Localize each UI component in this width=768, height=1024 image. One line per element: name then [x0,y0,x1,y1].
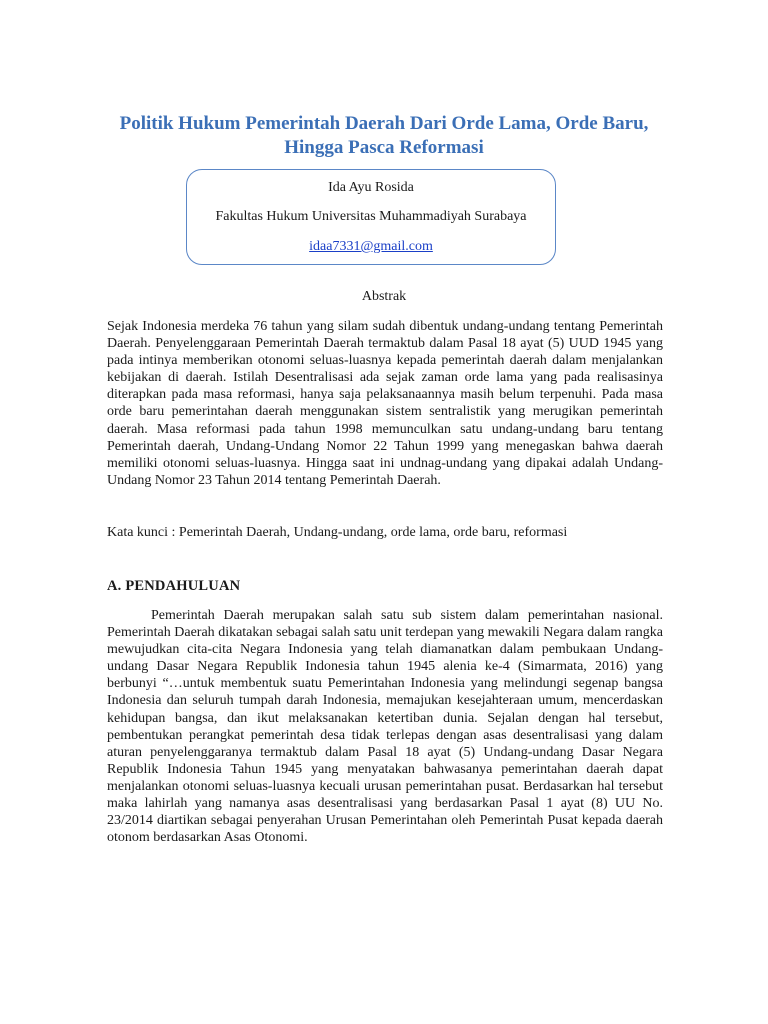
author-affiliation: Fakultas Hukum Universitas Muhammadiyah Surabaya [215,209,527,224]
author-email-link[interactable]: idaa7331@gmail.com [309,239,433,254]
author-name: Ida Ayu Rosida [328,180,414,195]
section-heading-pendahuluan: A. PENDAHULUAN [107,578,241,594]
intro-paragraph: Pemerintah Daerah merupakan salah satu sub sistem dalam pemerintahan nasional. Pemerintah Daerah dikatakan sebagai salah satu unit terdepan yang mewakili Negara dalam rangka mewujudkan cita-cita Negara Indonesia yang telah diamanatkan dalam pembukaan Undang-undang Dasar Negara Republik Indonesia tahun 1945 alenia ke-4 (Simarmata, 2016) yang berbunyi “…untuk membentuk suatu Pemerintahan Indonesia yang melindungi segenap bangsa Indonesia dan seluruh tumpah darah Indonesia, memajukan kesejahteraan umum, mencerdaskan kehidupan bangsa, dan ikut melaksanakan ketertiban dunia. Sejalan dengan hal tersebut, pembentukan perangkat pemerintah desa tidak terlepas dengan asas desentralisasi yang dalam aturan penyelenggaranya termaktub dalam Pasal 18 ayat (5) Undang-undang Dasar Negara Republik Indonesia Tahun 1945 yang menyatakan bahwasanya pemerintahan daerah dapat menjalankan otonomi seluas-luasnya kecuali urusan pemerintahan pusat. Berdasarkan hal tersebut maka lahirlah yang namanya asas desentralisasi yang berdasarkan Pasal 1 ayat (8) UU No. 23/2014 diartikan sebagai penyerahan Urusan Pemerintahan oleh Pemerintah Pusat kepada daerah otonom berdasarkan Asas Otonomi. [107,608,663,846]
abstract-text: Sejak Indonesia merdeka 76 tahun yang silam sudah dibentuk undang-undang tentang Pemerintah Daerah. Penyelenggaraan Pemerintah Daerah termaktub dalam Pasal 18 ayat (5) UUD 1945 yang pada intinya memberikan otonomi seluas-luasnya kepada pemerintah daerah dalam menjalankan kebijakan di daerah. Istilah Desentralisasi ada sejak zaman orde lama yang pada realisasinya diterapkan pada masa reformasi, hanya saja pelaksanaannya masih belum terpenuhi. Pada masa orde baru pemerintahan daerah menggunakan sistem sentralistik yang merugikan pemerintah daerah. Masa reformasi pada tahun 1998 memunculkan satu undang-undang baru tentang Pemerintah daerah, Undang-Undang Nomor 22 Tahun 1999 yang menegaskan bahwa daerah memiliki otonomi seluas-luasnya. Hingga saat ini undnag-undang yang dipakai adalah Undang-Undang Nomor 23 Tahun 2014 tentang Pemerintah Daerah. [107,319,663,488]
author-info-box [186,169,556,265]
paper-title: Politik Hukum Pemerintah Daerah Dari Orde Lama, Orde Baru, Hingga Pasca Reformasi [119,113,649,158]
abstract-heading: Abstrak [361,289,407,304]
keywords-line: Kata kunci : Pemerintah Daerah, Undang-undang, orde lama, orde baru, reformasi [107,525,568,540]
